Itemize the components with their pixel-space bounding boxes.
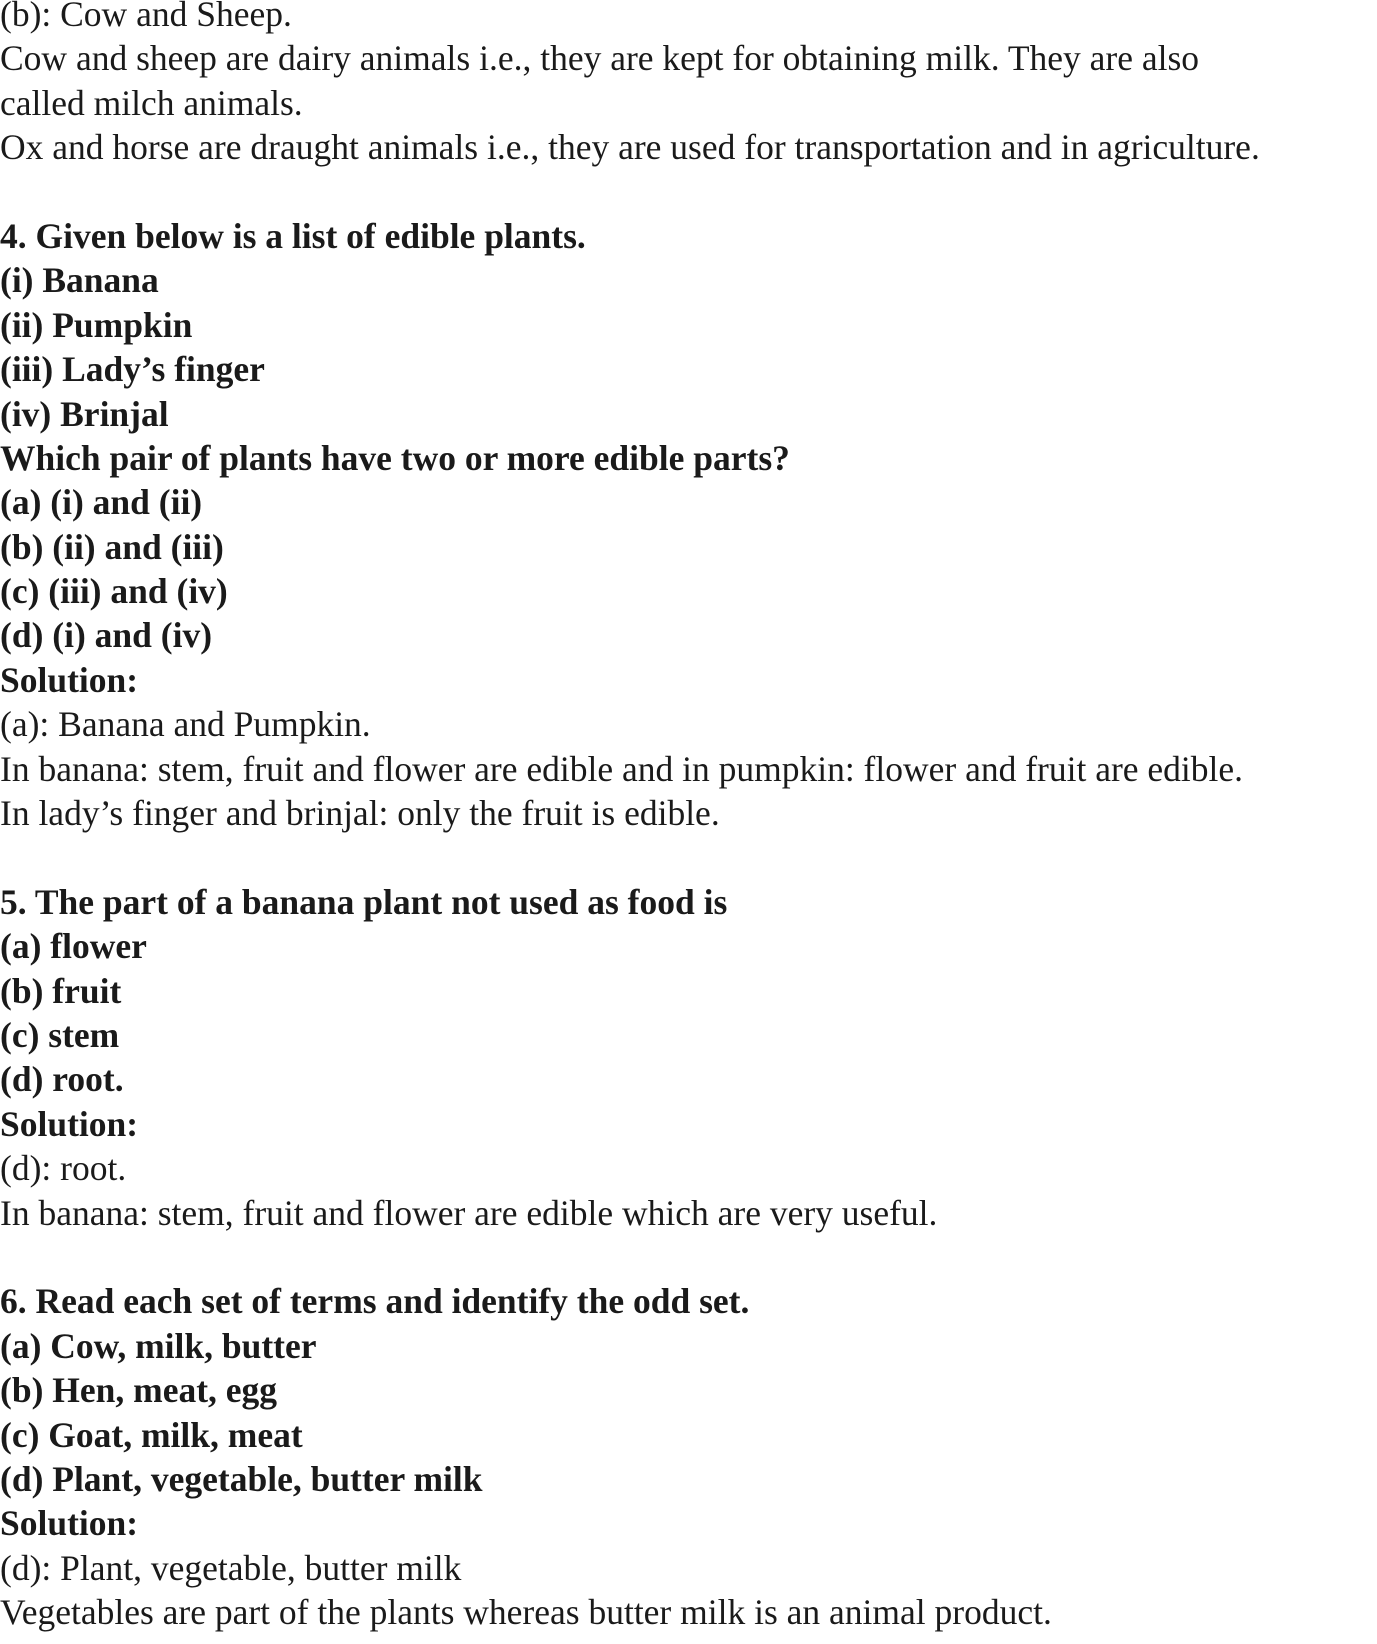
question-text-line: (a) Cow, milk, butter [0,1325,317,1366]
blank-line [0,1235,1377,1279]
question-text-line: (ii) Pumpkin [0,304,193,345]
question-text-line: (c) (iii) and (iv) [0,571,228,612]
answer-text-line: In banana: stem, fruit and flower are edible and in pumpkin: flower and fruit are edible. [0,748,1244,789]
question-text-line: Solution: [0,1103,139,1144]
question-text-line: 6. Read each set of terms and identify the odd set. [0,1281,750,1322]
answer-text-line: Ox and horse are draught animals i.e., they are used for transportation and in agriculture. [0,127,1260,168]
answer-text-line: In banana: stem, fruit and flower are edible which are very useful. [0,1192,938,1233]
question-text-line: (i) Banana [0,260,159,301]
answer-text-line: (a): Banana and Pumpkin. [0,704,371,745]
question-text-line: (b) (ii) and (iii) [0,526,224,567]
question-text-line: (b) fruit [0,970,122,1011]
question-text-line: (d) Plant, vegetable, butter milk [0,1458,483,1499]
answer-text-line: Cow and sheep are dairy animals i.e., they are kept for obtaining milk. They are also [0,38,1200,79]
answer-text-line: In lady’s finger and brinjal: only the fruit is edible. [0,793,720,834]
question-text-line: (a) flower [0,926,147,967]
question-text-line: (d) (i) and (iv) [0,615,213,656]
question-text-line: Solution: [0,659,139,700]
question-text-line: (a) (i) and (ii) [0,482,203,523]
question-text-line: 4. Given below is a list of edible plants. [0,215,586,256]
blank-line [0,170,1377,214]
question-text-line: (c) Goat, milk, meat [0,1414,303,1455]
question-text-line: (c) stem [0,1014,120,1055]
answer-text-line: called milch animals. [0,82,303,123]
question-text-line: (iv) Brinjal [0,393,169,434]
question-text-line: (d) root. [0,1059,124,1100]
question-text-line: (iii) Lady’s finger [0,349,265,390]
question-text-line: 5. The part of a banana plant not used as food is [0,881,728,922]
blank-line [0,835,1377,879]
answer-text-line: Vegetables are part of the plants whereas butter milk is an animal product. [0,1592,1052,1633]
answer-text-line: (b): Cow and Sheep. [0,0,292,34]
question-text-line: (b) Hen, meat, egg [0,1370,278,1411]
answer-text-line: (d): root. [0,1148,127,1189]
answer-text-line: (d): Plant, vegetable, butter milk [0,1547,462,1588]
question-text-line: Which pair of plants have two or more edible parts? [0,437,790,478]
question-text-line: Solution: [0,1503,139,1544]
